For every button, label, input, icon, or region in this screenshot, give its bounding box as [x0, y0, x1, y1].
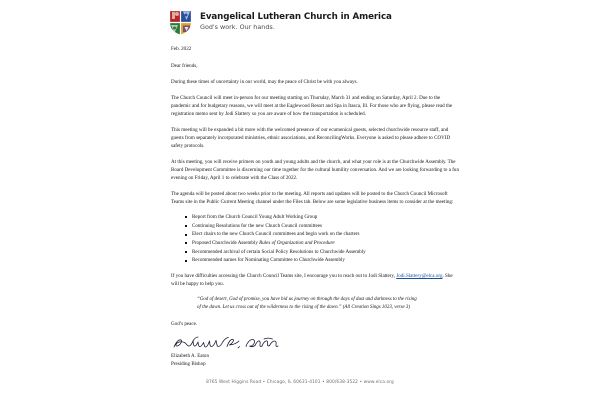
signer-name: Elizabeth A. Eaton	[171, 353, 209, 360]
paragraph-guests: This meeting will be expanded a bit more with the welcomed presence of our ecumenical guests, selected churchwide resource staff, and guests from separately incorporated ministries, ethnic associations, and ReconcilingWorks. Everyone is asked to please adhere to COVID safety protocols.	[171, 126, 451, 150]
letter-salutation: Dear friends,	[171, 62, 198, 69]
agenda-list	[171, 213, 459, 265]
agenda-item-text: Continuing Resolutions for the new Church Council committees	[192, 222, 322, 229]
handwritten-signature	[171, 335, 459, 352]
letter-date: Feb. 2022	[171, 46, 192, 52]
brand-block	[200, 9, 392, 32]
organization-tagline: God's work. Our hands.	[200, 23, 275, 31]
agenda-item-text: Elect chairs to the new Church Council committees and begin work on the charters	[192, 231, 360, 238]
list-item	[192, 248, 459, 257]
paragraph-greeting: During these times of uncertainty in our world, may the peace of Christ be with you always.	[171, 79, 358, 86]
contact-email-link[interactable]: Jodi.Slattery@elca.org	[396, 273, 443, 280]
organization-name: Evangelical Lutheran Church in America	[200, 12, 392, 22]
elca-crest-icon	[168, 9, 193, 36]
scripture-quote: “God of desert, God of promise, you have bid us journey on through the days of dust and darkness to the rising of the dawn. Let us cross out of the wilderness to the rising of the dawn.” (All Creation Sings 1023, verse 3)	[197, 296, 417, 311]
footer-address: 8765 West Higgins Road • Chicago, IL 60631-4101 • 800/638-3522 • www.elca.org	[206, 380, 394, 385]
contact-text-before: If you have difficulties accessing the Church Council Teams site, I encourage you to reach out to Jodi Slattery,	[171, 273, 397, 280]
agenda-item-text: Recommended names for Nominating Committee to Churchwide Assembly	[192, 257, 345, 264]
contact-text-after: . She will be happy to help you.	[171, 273, 453, 288]
agenda-item-text: Proposed Churchwide Assembly	[192, 239, 260, 246]
letterhead	[168, 9, 392, 36]
paragraph-agenda-intro: The agenda will be posted about two weeks prior to the meeting. All reports and updates will be posted to the Church Council Microsoft Teams site in the Public Current Meeting channel under the Files tab. Below are some legislative business items to consider at the meeting:	[171, 190, 454, 205]
letter-body	[171, 45, 459, 369]
list-item	[192, 239, 459, 248]
paragraph-meeting-logistics: The Church Council will meet in-person for our meeting starting on Thursday, March 31 and ending on Saturday, April 2. Due to the pandemic and for budgetary reasons, we will meet at the Eaglewood Resort and Spa in Itasca, Ill. For those who are flying, please read the registration memo sent by Jodi Slattery so you are aware of how the transportation is scheduled.	[171, 94, 453, 118]
letter-closing: God’s peace.	[171, 320, 198, 327]
list-item	[192, 213, 459, 222]
paragraph-primers: At this meeting, you will receive primers on youth and young adults and the church, and what your role is at the Churchwide Assembly. The Board Development Committee is discerning our time together for the cultural humility conversation. And we are looking forwarding to a fun evening on Friday, April 1 to celebrate with the Class of 2022.	[171, 158, 459, 182]
agenda-item-italic: Rules of Organization and Procedure	[259, 239, 335, 246]
agenda-item-text: Report from the Church Council Young Adult Working Group	[192, 213, 318, 220]
agenda-item-text: Recommended archival of certain Social Policy Resolutions to Churchwide Assembly	[192, 248, 366, 255]
list-item	[192, 256, 459, 265]
paragraph-contact	[171, 272, 459, 288]
signer-title: Presiding Bishop	[171, 360, 206, 367]
list-item	[192, 222, 459, 231]
list-item	[192, 230, 459, 239]
